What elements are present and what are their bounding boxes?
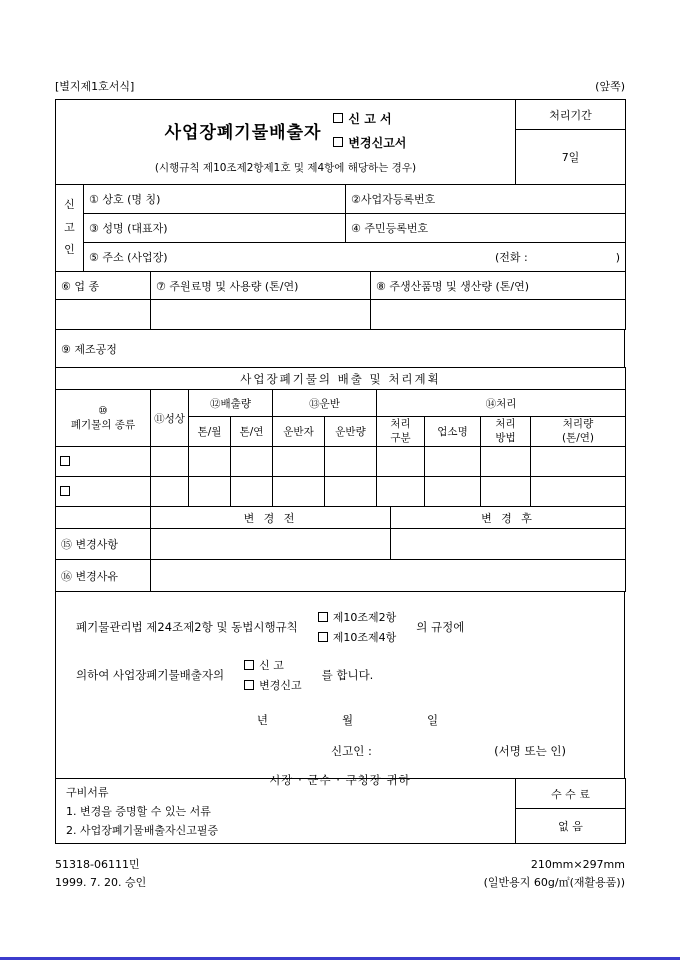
- waste-row2-transport-amount-cell: [325, 477, 377, 507]
- industry-input-cell: [56, 300, 151, 330]
- declaration-law-text: 폐기물관리법 제24조제2항 및 동법시행규칙: [76, 620, 298, 634]
- field-company-name: ① 상호 (명 칭): [84, 185, 346, 214]
- date-line: [91, 712, 604, 728]
- field-resident-reg-no: ④ 주민등록번호: [346, 214, 626, 243]
- col-treatment-group: ⑭처리: [377, 390, 626, 417]
- declare-change-label: 변경신고: [259, 679, 302, 692]
- clause-4-label: 제10조제4항: [332, 631, 397, 644]
- declaration-line-2: [76, 657, 604, 693]
- waste-row-1: [56, 447, 626, 477]
- col-property: ⑪성상: [151, 390, 189, 447]
- col-treatment-amount-label: 처리량(톤/연): [561, 418, 595, 444]
- addressee: 시장 · 군수 · 구청장 귀하: [269, 773, 411, 787]
- clause-2-option: [318, 609, 397, 625]
- col-treatment-amount: [531, 417, 626, 447]
- fee-label: 수 수 료: [516, 779, 626, 809]
- form-type-options: [333, 110, 406, 151]
- change-items-after-cell: [391, 529, 626, 560]
- waste-row2-company-cell: [425, 477, 481, 507]
- col-ton-month: 톤/월: [189, 417, 231, 447]
- waste-row2-amount-cell: [531, 477, 626, 507]
- waste-row1-company-cell: [425, 447, 481, 477]
- paper-size: 210mm×297mm: [530, 858, 625, 871]
- col-transport-group: ⑬운반: [273, 390, 377, 417]
- col-treatment-method: [481, 417, 531, 447]
- declaration-line2-tail: 를 합니다.: [321, 668, 374, 682]
- waste-row1-transport-amount-cell: [325, 447, 377, 477]
- document-item-1: 1. 변경을 증명할 수 있는 서류: [66, 805, 211, 818]
- process-section: [55, 329, 625, 368]
- waste-row1-checkbox-icon[interactable]: [60, 456, 70, 466]
- change-report-option-label: 변경신고서: [348, 135, 407, 150]
- signer-line: [76, 743, 604, 759]
- declare-report-label: 신 고: [259, 659, 284, 672]
- declarant-section: [55, 184, 626, 272]
- waste-row2-type-cell: [56, 477, 151, 507]
- col-waste-type: [56, 390, 151, 447]
- col-treatment-method-label: 처리방법: [495, 418, 516, 444]
- industry-section: [55, 271, 626, 330]
- address-row: [89, 249, 620, 265]
- footer-right: [484, 856, 625, 891]
- changes-section: [55, 506, 626, 592]
- col-waste-type-no: ⑩: [98, 404, 108, 417]
- field-manufacturing-process: ⑨ 제조공정: [56, 330, 625, 368]
- col-company-name: 업소명: [425, 417, 481, 447]
- date-year-label: 년: [256, 713, 268, 727]
- clause-2-checkbox-icon[interactable]: [318, 612, 328, 622]
- waste-row2-treatment-type-cell: [377, 477, 425, 507]
- clause-options: [318, 609, 397, 645]
- after-change-header: 변 경 후: [391, 507, 626, 529]
- change-report-option: [333, 134, 406, 151]
- waste-row2-property-cell: [151, 477, 189, 507]
- before-change-header: 변 경 전: [151, 507, 391, 529]
- waste-row1-amount-cell: [531, 447, 626, 477]
- scan-artifact-line: [0, 957, 680, 960]
- report-option-label: 신 고 서: [348, 111, 392, 126]
- waste-row1-transporter-cell: [273, 447, 325, 477]
- title-section: [55, 99, 626, 185]
- declaration-section: [55, 591, 625, 787]
- page-side-label: (앞쪽): [595, 80, 625, 93]
- form-number: 51318-06111민: [55, 858, 140, 871]
- approval-date: 1999. 7. 20. 승인: [55, 875, 147, 889]
- report-type-options: [244, 657, 302, 693]
- waste-row2-transporter-cell: [273, 477, 325, 507]
- declaration-subject-text: 의하여 사업장폐기물배출자의: [76, 668, 225, 682]
- raw-material-input-cell: [151, 300, 371, 330]
- signature-note: (서명 또는 인): [494, 744, 566, 758]
- col-treatment-type: [377, 417, 425, 447]
- waste-row2-method-cell: [481, 477, 531, 507]
- documents-title: 구비서류: [66, 786, 109, 799]
- declare-report-checkbox-icon[interactable]: [244, 660, 254, 670]
- col-discharge-group: ⑫배출량: [189, 390, 273, 417]
- phone-close-paren: ): [615, 250, 620, 264]
- field-raw-material: ⑦ 주원료명 및 사용량 (톤/연): [151, 272, 371, 300]
- declare-change-option: [244, 677, 302, 693]
- declare-report-option: [244, 657, 302, 673]
- col-treatment-type-label: 처리구분: [390, 418, 411, 444]
- col-waste-type-label: 폐기물의 종류: [70, 418, 136, 431]
- waste-row1-treatment-type-cell: [377, 447, 425, 477]
- title-row: [61, 110, 510, 151]
- declarant-vertical-label: 신고인: [56, 185, 84, 272]
- col-transporter: 운반자: [273, 417, 325, 447]
- page-top-labels: [55, 78, 625, 94]
- field-change-items: ⑮ 변경사항: [56, 529, 151, 560]
- fee-value: 없 음: [516, 809, 626, 844]
- waste-plan-table: [55, 367, 626, 507]
- change-items-before-cell: [151, 529, 391, 560]
- field-change-reason: ⑯ 변경사유: [56, 560, 151, 592]
- form-title: 사업장폐기물배출자: [164, 122, 322, 143]
- change-reason-cell: [151, 560, 626, 592]
- date-day-label: 일: [427, 713, 439, 727]
- waste-row1-property-cell: [151, 447, 189, 477]
- field-industry: ⑥ 업 종: [56, 272, 151, 300]
- declaration-line-1: [76, 609, 604, 645]
- form-table: [55, 99, 625, 844]
- page-footer: [55, 856, 625, 891]
- paper-spec: (일반용지 60g/㎡(재활용품)): [483, 875, 625, 889]
- title-cell: [56, 100, 516, 185]
- clause-2-label: 제10조제2항: [332, 611, 397, 624]
- change-report-checkbox-icon[interactable]: [333, 137, 343, 147]
- clause-4-checkbox-icon[interactable]: [318, 632, 328, 642]
- waste-row1-type-cell: [56, 447, 151, 477]
- waste-plan-section-title: 사업장폐기물의 배출 및 처리계획: [56, 368, 626, 390]
- field-business-reg-no: ②사업자등록번호: [346, 185, 626, 214]
- report-checkbox-icon[interactable]: [333, 113, 343, 123]
- waste-row-2: [56, 477, 626, 507]
- waste-row2-ton-year-cell: [231, 477, 273, 507]
- waste-row2-checkbox-icon[interactable]: [60, 486, 70, 496]
- field-product: ⑧ 주생산품명 및 생산량 (톤/연): [371, 272, 626, 300]
- declare-change-checkbox-icon[interactable]: [244, 680, 254, 690]
- waste-row2-ton-month-cell: [189, 477, 231, 507]
- col-ton-year: 톤/연: [231, 417, 273, 447]
- report-option: [333, 110, 406, 127]
- required-documents-cell: [56, 779, 516, 844]
- changes-corner-cell: [56, 507, 151, 529]
- signer-label: 신고인 :: [331, 744, 372, 758]
- form-code-label: [별지제1호서식]: [55, 80, 135, 93]
- form-subtitle: (시행규칙 제10조제2항제1호 및 제4항에 해당하는 경우): [154, 161, 417, 174]
- processing-period-value: 7일: [516, 130, 626, 185]
- waste-row1-ton-year-cell: [231, 447, 273, 477]
- col-transport-amount: 운반량: [325, 417, 377, 447]
- address-label: ⑤ 주소 (사업장): [89, 251, 168, 264]
- product-input-cell: [371, 300, 626, 330]
- waste-row1-ton-month-cell: [189, 447, 231, 477]
- footer-left: [55, 856, 146, 891]
- waste-row1-method-cell: [481, 447, 531, 477]
- document-item-2: 2. 사업장폐기물배출자신고필증: [66, 824, 219, 837]
- phone-label: (전화 :: [494, 251, 528, 264]
- declaration-line1-tail: 의 규정에: [416, 620, 465, 634]
- processing-period-label: 처리기간: [516, 100, 626, 130]
- field-address: [84, 243, 626, 272]
- field-representative-name: ③ 성명 (대표자): [84, 214, 346, 243]
- clause-4-option: [318, 629, 397, 645]
- date-month-label: 월: [341, 713, 354, 727]
